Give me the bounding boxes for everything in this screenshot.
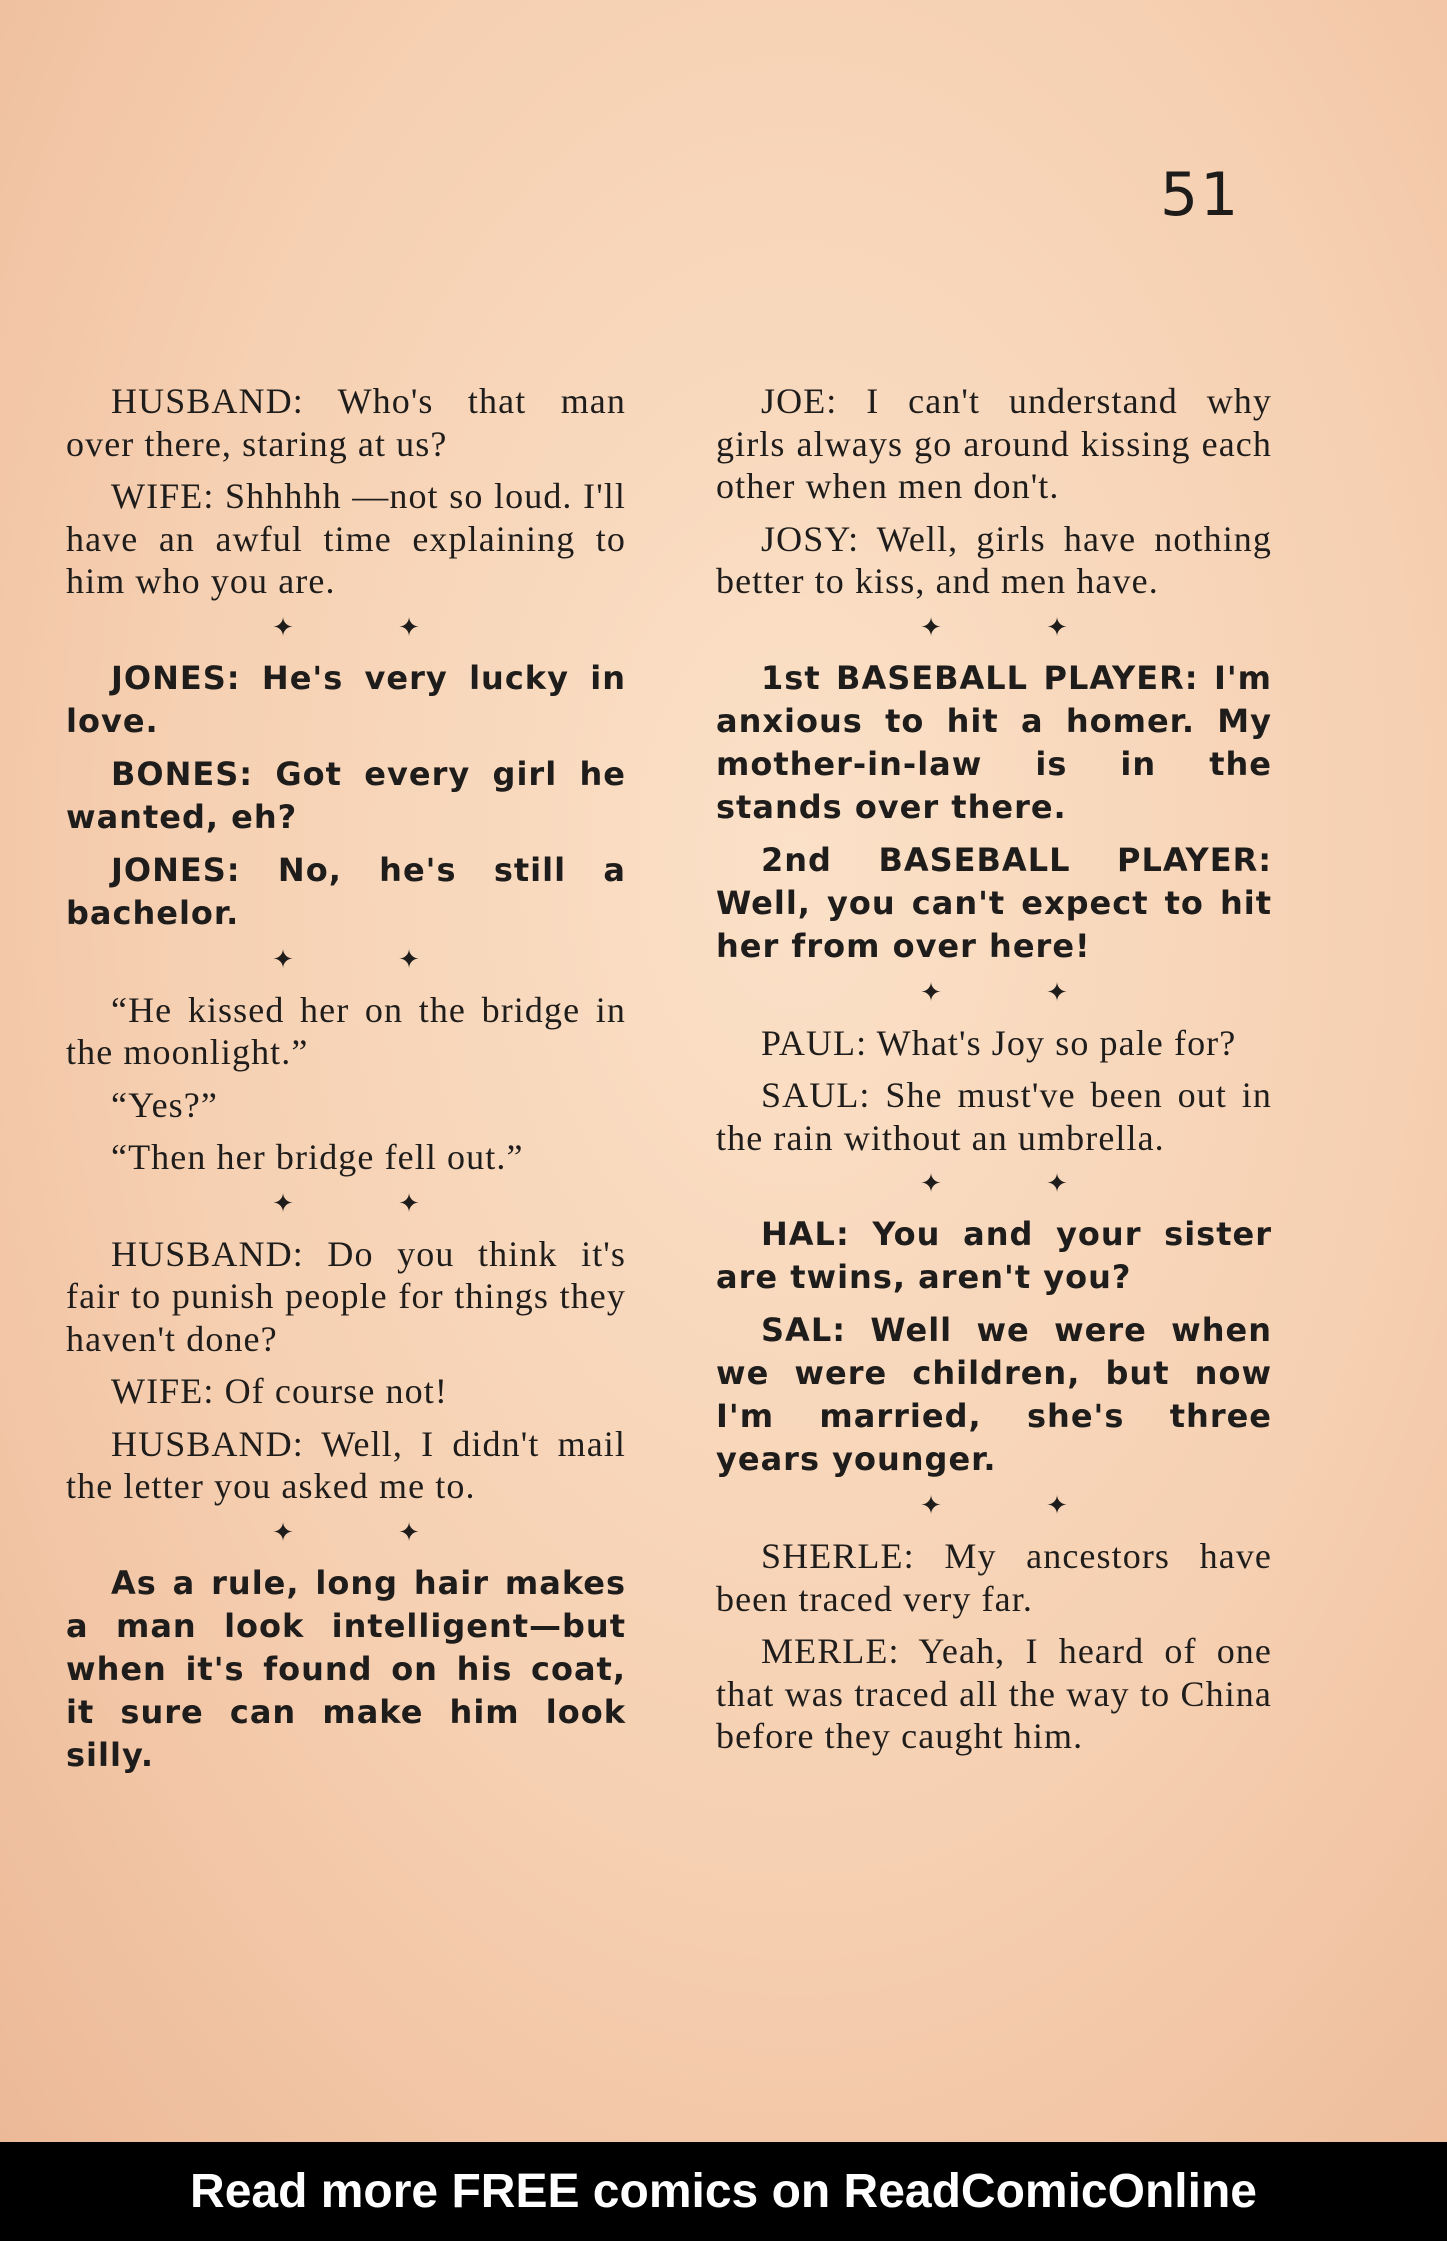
joke-paragraph-bold: BONES: Got every girl he wanted, eh? — [66, 754, 626, 836]
joke-paragraph-bold: As a rule, long hair makes a man look intelligent—but when it's found on his coat, it sure can make him look silly. — [66, 1563, 626, 1774]
joke-paragraph: WIFE: Of course not! — [111, 1371, 448, 1411]
divider-stars-icon: ✦ ✦ — [272, 612, 468, 643]
joke-paragraph: PAUL: What's Joy so pale for? — [761, 1022, 1237, 1063]
joke-paragraph: HUSBAND: Well, I didn't mail the letter you asked me to. — [66, 1423, 626, 1506]
divider-stars-icon: ✦ ✦ — [920, 1169, 1116, 1199]
left-column — [66, 380, 626, 1787]
divider-stars-icon: ✦ ✦ — [272, 944, 468, 975]
joke-paragraph: HUSBAND: Who's that man over there, staring at us? — [66, 381, 626, 464]
joke-paragraph-bold: HAL: You and your sister are twins, aren't you? — [716, 1215, 1272, 1296]
footer-banner-link[interactable]: Read more FREE comics on ReadComicOnline — [0, 2142, 1447, 2241]
joke-paragraph: SAUL: She must've been out in the rain without an umbrella. — [716, 1075, 1272, 1158]
right-column — [716, 380, 1272, 1768]
joke-paragraph: “Yes?” — [111, 1084, 218, 1125]
joke-paragraph: JOSY: Well, girls have nothing better to kiss, and men have. — [716, 518, 1272, 601]
joke-paragraph: WIFE: Shhhhh —not so loud. I'll have an awful time explaining to him who you are. — [66, 476, 626, 601]
divider-stars-icon: ✦ ✦ — [920, 977, 1116, 1008]
page-number: 51 — [1160, 160, 1241, 230]
divider-stars-icon: ✦ ✦ — [920, 612, 1116, 643]
joke-paragraph: HUSBAND: Do you think it's fair to punish people for things they haven't done? — [66, 1233, 626, 1359]
joke-paragraph: SHERLE: My ancestors have been traced very far. — [716, 1536, 1272, 1619]
joke-paragraph-bold: 1st BASEBALL PLAYER: I'm anxious to hit a homer. My mother-in-law is in the stands over there. — [716, 658, 1272, 826]
joke-paragraph: MERLE: Yeah, I heard of one that was traced all the way to China before they caught him. — [716, 1631, 1272, 1756]
joke-paragraph-bold: SAL: Well we were when we were children, but now I'm married, she's three years younger. — [716, 1311, 1272, 1478]
joke-paragraph: “He kissed her on the bridge in the moonlight.” — [66, 989, 626, 1072]
divider-stars-icon: ✦ ✦ — [272, 1188, 468, 1219]
joke-paragraph-bold: 2nd BASEBALL PLAYER: Well, you can't expect to hit her from over here! — [716, 840, 1272, 965]
joke-paragraph-bold: JONES: He's very lucky in love. — [66, 658, 626, 740]
divider-stars-icon: ✦ ✦ — [272, 1517, 468, 1548]
joke-paragraph: “Then her bridge fell out.” — [111, 1137, 524, 1177]
joke-paragraph-bold: JONES: No, he's still a bachelor. — [66, 850, 626, 932]
joke-paragraph: JOE: I can't understand why girls always go around kissing each other when men don't. — [716, 381, 1272, 506]
divider-stars-icon: ✦ ✦ — [920, 1491, 1116, 1521]
